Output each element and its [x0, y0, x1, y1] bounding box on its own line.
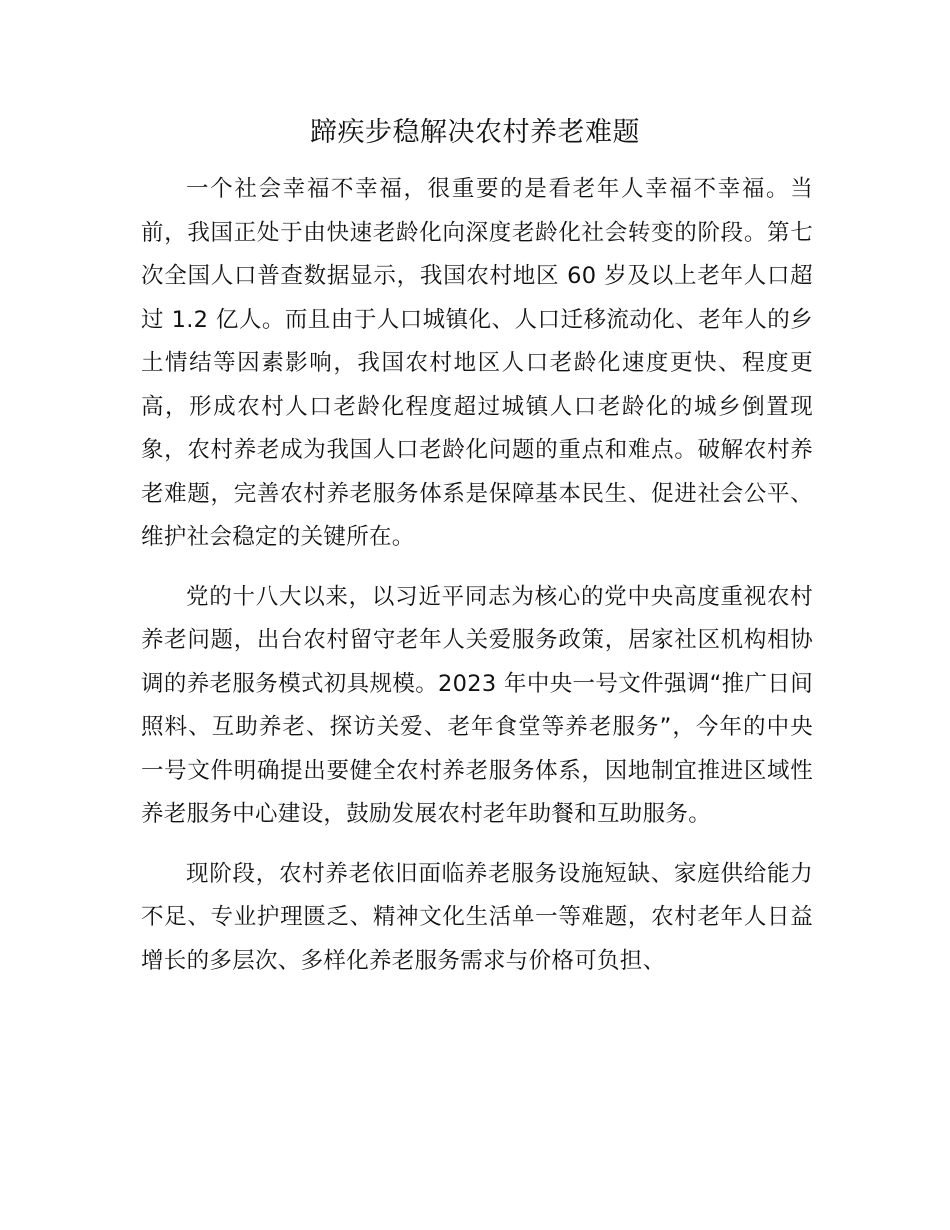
paragraph-1: 一个社会幸福不幸福，很重要的是看老年人幸福不幸福。当前，我国正处于由快速老龄化向深度老龄化社会转变的阶段。第七次全国人口普查数据显示，我国农村地区 60 岁及以上老年人口超过 1.2 亿人。而且由于人口城镇化、人口迁移流动化、老年人的乡土情结等因素影响，我国农村地区人口老龄化速度更快、程度更高，形成农村人口老龄化程度超过城镇人口老龄化的城乡倒置现象，农村养老成为我国人口老龄化问题的重点和难点。破解农村养老难题，完善农村养老服务体系是保障基本民生、促进社会公平、维护社会稳定的关键所在。	[141, 176, 813, 550]
paragraph-2: 党的十八大以来，以习近平同志为核心的党中央高度重视农村养老问题，出台农村留守老年人关爱服务政策，居家社区机构相协调的养老服务模式初具规模。2023 年中央一号文件强调“推广日间照料、互助养老、探访关爱、老年食堂等养老服务”，今年的中央一号文件明确提出要健全农村养老服务体系，因地制宜推进区域性养老服务中心建设，鼓励发展农村老年助餐和互助服务。	[141, 583, 813, 827]
document-body	[141, 168, 813, 999]
document-title: 蹄疾步稳解决农村养老难题	[310, 117, 640, 148]
paragraph-3: 现阶段，农村养老依旧面临养老服务设施短缺、家庭供给能力不足、专业护理匮乏、精神文化生活单一等难题，农村老年人日益增长的多层次、多样化养老服务需求与价格可负担、	[141, 860, 813, 974]
